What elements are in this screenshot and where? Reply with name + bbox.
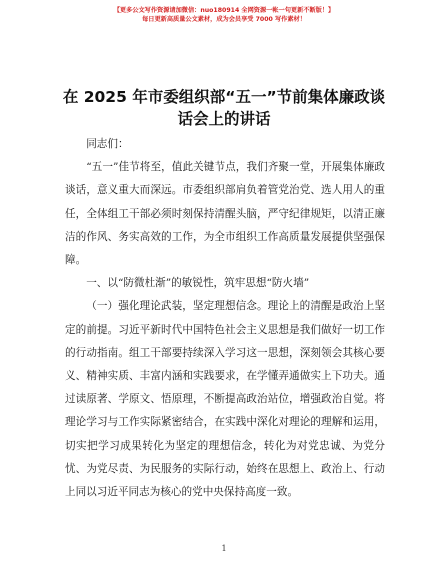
- body-paragraph: “五一”佳节将至，值此关键节点，我们齐聚一堂，开展集体廉政谈话，意义重大而深远。市委组织部肩负着管党治党、选人用人的重任，全体组工干部必须时刻保持清醒头脑，严守纪律规矩，以清正廉洁的作风、务实高效的工作，为全市组织工作高质量发展提供坚强保障。: [65, 161, 385, 267]
- section-heading: 一、以“防微杜渐”的敏锐性，筑牢思想“防火墙”: [86, 277, 310, 290]
- salutation: 同志们：: [86, 138, 129, 150]
- document-body: [65, 133, 385, 504]
- promo-banner-line-2: 每日更新高质量公文素材，成为会员享受 7000 写作素材！: [142, 16, 306, 23]
- page-number: 1: [221, 544, 227, 553]
- promo-banner-line-1: 【更多公文写作资源请加微信：nuo180914 全网资源一帐一句更新不断版！】: [113, 7, 335, 14]
- body-paragraph: （一）强化理论武装，坚定理想信念。理论上的清醒是政治上坚定的前提。习近平新时代中国特色社会主义思想是我们做好一切工作的行动指南。组工干部要持续深入学习这一思想，深刻领会其核心要义、精神实质、丰富内涵和实践要求，在学懂弄通做实上下功夫。通过读原著、学原文、悟原理，不断提高政治站位，增强政治自觉。将理论学习与工作实际紧密结合，在实践中深化对理论的理解和运用，切实把学习成果转化为坚定的理想信念，转化为对党忠诚、为党分忧、为党尽责、为民服务的实际行动，始终在思想上、政治上、行动上同以习近平同志为核心的党中央保持高度一致。: [65, 300, 385, 499]
- promo-banner: [0, 6, 448, 24]
- document-title: 在 2025 年市委组织部“五一”节前集体廉政谈话会上的讲话: [62, 88, 386, 128]
